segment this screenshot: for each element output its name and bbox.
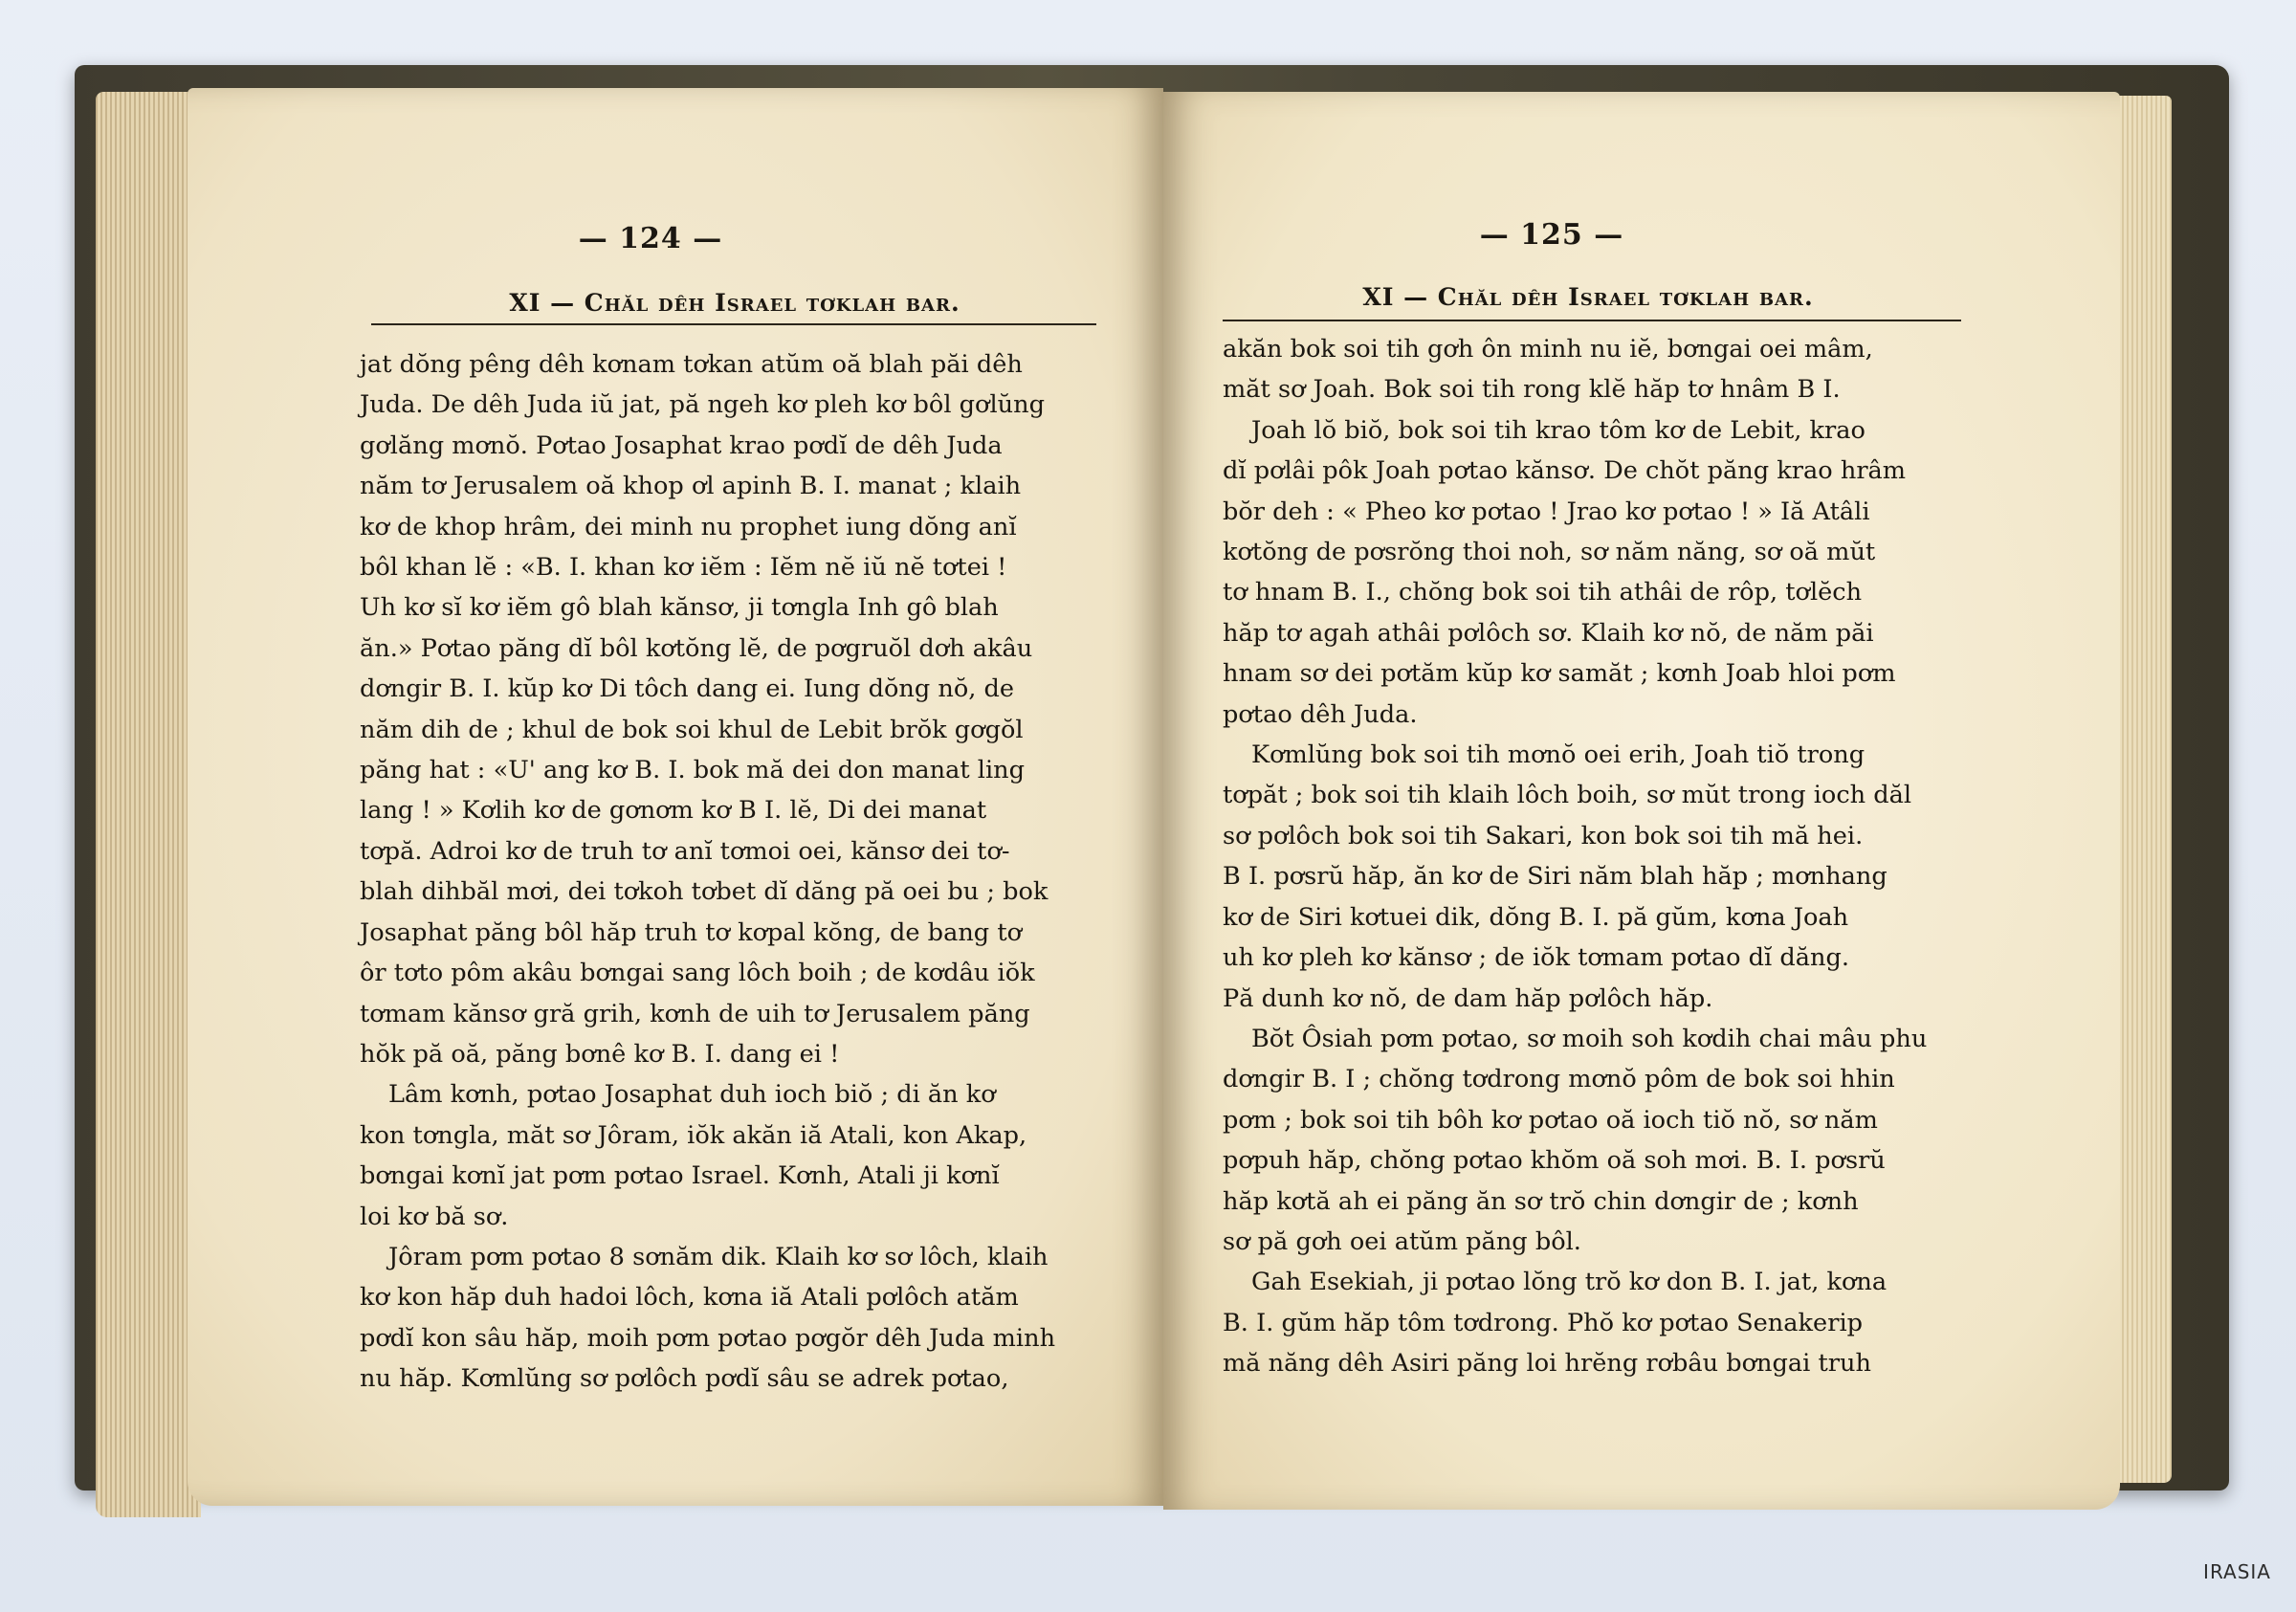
- text-line: gơlăng mơnŏ. Pơtao Josaphat krao pơdĭ de dêh Juda: [360, 431, 1003, 460]
- page-number: — 125 —: [1479, 218, 1624, 252]
- page-number: — 124 —: [578, 222, 723, 255]
- text-line: ăn.» Pơtao păng dĭ bôl kơtŏng lĕ, de pơgruŏl dơh akâu: [360, 633, 1033, 663]
- text-line: jat dŏng pêng dêh kơnam tơkan atŭm oă blah păi dêh: [360, 350, 1023, 379]
- text-line: loi kơ bă sơ.: [360, 1202, 509, 1231]
- text-line: Pă dunh kơ nŏ, de dam hăp pơlôch hăp.: [1223, 983, 1713, 1013]
- running-header: XI — Chăl dêh Israel tơklah bar.: [1362, 283, 1814, 311]
- page-edges-right: [2112, 96, 2172, 1483]
- text-line: kơ kon hăp duh hadoi lôch, kơna iă Atali pơlôch atăm: [360, 1283, 1019, 1313]
- text-line: uh kơ pleh kơ kănsơ ; de iŏk tơmam pơtao dĭ dăng.: [1223, 943, 1849, 973]
- text-line: năm dih de ; khul de bok soi khul de Lebit brŏk gơgŏl: [360, 715, 1024, 744]
- text-line: păng hat : «U' ang kơ B. I. bok mă dei don manat ling: [360, 756, 1026, 785]
- text-line: blah dihbăl mơi, dei tơkoh tơbet dĭ dăng pă oei bu ; bok: [360, 877, 1049, 907]
- text-line: bơngai kơnĭ jat pơm pơtao Israel. Kơnh, Atali ji kơnĭ: [360, 1161, 1000, 1191]
- text-line: kơ de khop hrâm, dei minh nu prophet iung dŏng anĭ: [360, 512, 1017, 541]
- text-line: B I. pơsrŭ hăp, ăn kơ de Siri năm blah hăp ; mơnhang: [1223, 862, 1888, 892]
- text-line: Juda. De dêh Juda iŭ jat, pă ngeh kơ pleh kơ bôl gơlŭng: [360, 390, 1045, 420]
- text-line: Kơmlŭng bok soi tih mơnŏ oei erih, Joah tiŏ trong: [1251, 740, 1866, 770]
- right-page: [1163, 92, 2120, 1510]
- text-line: tơpăt ; bok soi tih klaih lôch boih, sơ mŭt trong ioch dăl: [1223, 781, 1912, 810]
- text-line: bŏr deh : « Pheo kơ pơtao ! Jrao kơ pơtao ! » Iă Atâli: [1223, 497, 1870, 526]
- running-header: XI — Chăl dêh Israel tơklah bar.: [509, 289, 960, 317]
- watermark: IRASIA: [2203, 1560, 2271, 1583]
- text-line: hnam sơ dei pơtăm kŭp kơ samăt ; kơnh Joab hloi pơm: [1223, 659, 1896, 689]
- text-line: hăp tơ agah athâi pơlôch sơ. Klaih kơ nŏ, de năm păi: [1223, 618, 1874, 648]
- text-line: pơtao dêh Juda.: [1223, 699, 1418, 729]
- text-line: hŏk pă oă, păng bơnê kơ B. I. dang ei !: [360, 1039, 840, 1069]
- text-line: pơm ; bok soi tih bôh kơ pơtao oă ioch tiŏ nŏ, sơ năm: [1223, 1105, 1878, 1135]
- text-line: kơ de Siri kơtuei dik, dŏng B. I. pă gŭm, kơna Joah: [1223, 902, 1849, 932]
- header-rule: [1223, 320, 1961, 321]
- text-line: mă năng dêh Asiri păng loi hrĕng rơbâu bơngai truh: [1223, 1349, 1871, 1379]
- text-line: hăp kơtă ah ei păng ăn sơ trŏ chin dơngir de ; kơnh: [1223, 1186, 1859, 1216]
- page-edges-left: [96, 92, 201, 1517]
- text-line: pơdĭ kon sâu hăp, moih pơm pơtao pơgŏr dêh Juda minh: [360, 1323, 1056, 1353]
- text-line: Lâm kơnh, pơtao Josaphat duh ioch biŏ ; di ăn kơ: [388, 1080, 996, 1110]
- text-line: sơ pơlôch bok soi tih Sakari, kon bok soi tih mă hei.: [1223, 821, 1864, 850]
- text-line: nu hăp. Kơmlŭng sơ pơlôch pơdĭ sâu se adrek pơtao,: [360, 1364, 1009, 1394]
- text-line: sơ pă gơh oei atŭm păng bôl.: [1223, 1226, 1581, 1256]
- text-line: tơ hnam B. I., chŏng bok soi tih athâi de rôp, tơlĕch: [1223, 578, 1863, 607]
- text-line: Joah lŏ biŏ, bok soi tih krao tôm kơ de Lebit, krao: [1251, 415, 1866, 445]
- text-line: bôl khan lĕ : «B. I. khan kơ iĕm : Iĕm nĕ iŭ nĕ tơtei !: [360, 553, 1007, 583]
- text-line: Josaphat păng bôl hăp truh tơ kơpal kŏng, de bang tơ: [360, 917, 1023, 947]
- text-line: Gah Esekiah, ji pơtao lŏng trŏ kơ don B. I. jat, kơna: [1251, 1268, 1888, 1297]
- page-body: [1223, 329, 1975, 1384]
- text-line: dĭ pơlâi pôk Joah pơtao kănsơ. De chŏt păng krao hrâm: [1223, 456, 1907, 486]
- text-line: kon tơngla, măt sơ Jôram, iŏk akăn iă Atali, kon Akap,: [360, 1120, 1027, 1150]
- left-page: [188, 88, 1163, 1506]
- text-line: năm tơ Jerusalem oă khop ơl apinh B. I. manat ; klaih: [360, 472, 1022, 501]
- text-line: Uh kơ sĭ kơ iĕm gô blah kănsơ, ji tơngla Inh gô blah: [360, 593, 999, 623]
- text-line: măt sơ Joah. Bok soi tih rong klĕ hăp tơ hnâm B I.: [1223, 375, 1841, 405]
- text-line: tơmam kănsơ gră grih, kơnh de uih tơ Jerusalem păng: [360, 999, 1030, 1028]
- text-line: lang ! » Kơlih kơ de gơnơm kơ B I. lĕ, Di dei manat: [360, 796, 987, 826]
- text-line: akăn bok soi tih gơh ôn minh nu iĕ, bơngai oei mâm,: [1223, 335, 1873, 364]
- text-line: kơtŏng de pơsrŏng thoi noh, sơ năm năng, sơ oă mŭt: [1223, 538, 1876, 567]
- text-line: dơngir B. I. kŭp kơ Di tôch dang ei. Iung dŏng nŏ, de: [360, 674, 1015, 704]
- text-line: Jôram pơm pơtao 8 sơnăm dik. Klaih kơ sơ lôch, klaih: [388, 1242, 1049, 1271]
- text-line: pơpuh hăp, chŏng pơtao khŏm oă soh mơi. B. I. pơsrŭ: [1223, 1146, 1886, 1176]
- page-body: [360, 344, 1106, 1400]
- header-rule: [371, 323, 1096, 325]
- text-line: B. I. gŭm hăp tôm tơdrong. Phŏ kơ pơtao Senakerip: [1223, 1308, 1864, 1337]
- text-line: ôr tơto pôm akâu bơngai sang lôch boih ; de kơdâu iŏk: [360, 959, 1035, 988]
- text-line: dơngir B. I ; chŏng tơdrong mơnŏ pôm de bok soi hhin: [1223, 1065, 1895, 1094]
- text-line: Bŏt Ôsiah pơm pơtao, sơ moih soh kơdih chai mâu phu: [1251, 1024, 1928, 1053]
- text-line: tơpă. Adroi kơ de truh tơ anĭ tơmoi oei, kănsơ dei tơ-: [360, 836, 1010, 866]
